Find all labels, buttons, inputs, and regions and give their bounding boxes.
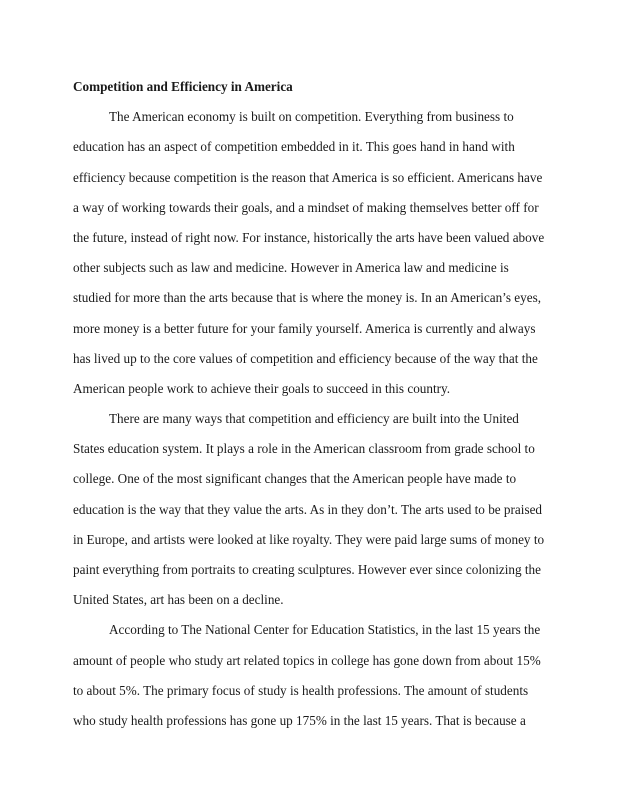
paragraph-line: States education system. It plays a role in the American classroom from grade school to — [73, 441, 535, 457]
paragraph-line: education is the way that they value the arts. As in they don’t. The arts used to be praised — [73, 501, 543, 517]
page-title: Competition and Efficiency in America — [73, 79, 293, 94]
paragraph-line: has lived up to the core values of competition and efficiency because of the way that the — [73, 350, 538, 366]
paragraph-line: efficiency because competition is the reason that America is so efficient. Americans have — [73, 169, 543, 185]
document-body — [73, 72, 549, 736]
paragraph-line: a way of working towards their goals, and a mindset of making themselves better off for — [73, 199, 539, 215]
paragraph-1 — [73, 102, 549, 404]
paragraph-line: college. One of the most significant changes that the American people have made to — [73, 471, 517, 487]
paragraph-line: education has an aspect of competition embedded in it. This goes hand in hand with — [73, 139, 515, 155]
paragraph-line: The American economy is built on competition. Everything from business to — [109, 109, 514, 125]
paragraph-line: to about 5%. The primary focus of study is health professions. The amount of students — [73, 682, 529, 698]
paragraph-3 — [73, 615, 549, 736]
paragraph-line: According to The National Center for Education Statistics, in the last 15 years the — [109, 622, 541, 638]
paragraph-line: the future, instead of right now. For instance, historically the arts have been valued above — [73, 229, 545, 245]
paragraph-line: American people work to achieve their goals to succeed in this country. — [73, 380, 451, 396]
paragraph-line: studied for more than the arts because that is where the money is. In an American’s eyes, — [73, 290, 542, 306]
paragraph-line: amount of people who study art related topics in college has gone down from about 15% — [73, 652, 541, 668]
paragraph-line: There are many ways that competition and efficiency are built into the United — [109, 411, 519, 427]
paragraph-line: United States, art has been on a decline. — [73, 592, 284, 608]
paragraph-2 — [73, 404, 549, 615]
paragraph-line: more money is a better future for your family yourself. America is currently and always — [73, 320, 536, 336]
paragraph-line: paint everything from portraits to creating sculptures. However ever since colonizing the — [73, 562, 542, 578]
paragraph-line: who study health professions has gone up 175% in the last 15 years. That is because a — [73, 712, 526, 728]
paragraph-line: other subjects such as law and medicine. However in America law and medicine is — [73, 260, 509, 276]
paragraph-line: in Europe, and artists were looked at like royalty. They were paid large sums of money to — [73, 531, 545, 547]
